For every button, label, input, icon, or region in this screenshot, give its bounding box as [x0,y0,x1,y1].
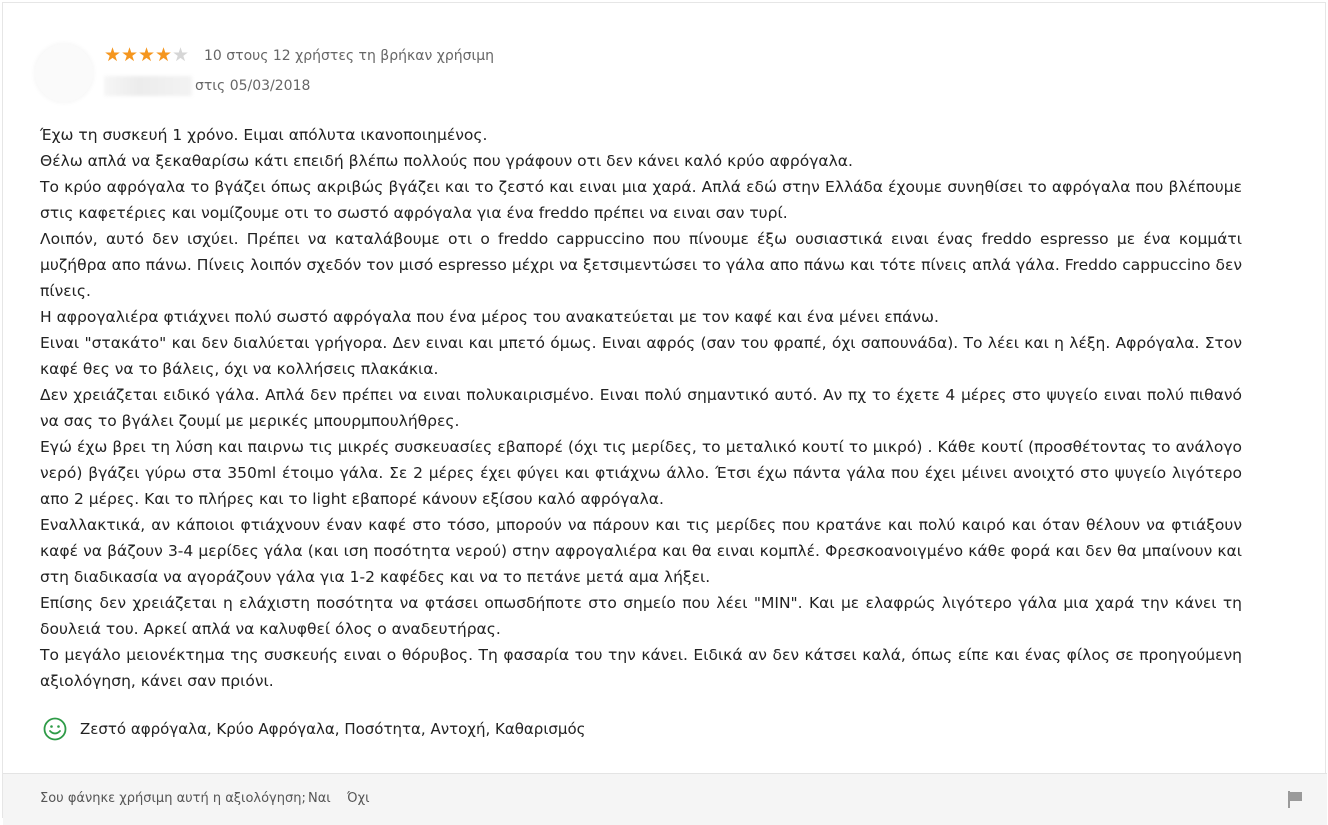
review-date: στις 05/03/2018 [195,78,311,94]
review-paragraph: Έχω τη συσκευή 1 χρόνο. Ειμαι απόλυτα ικανοποιημένος. [40,126,488,144]
review-body [40,122,1242,694]
review-paragraph: Εγώ έχω βρει τη λύση και παιρνω τις μικρές συσκευασίες εβαπορέ (όχι τις μερίδες, το μεταλικό κουτί το μικρό) . Κάθε κουτί (προσθέτοντας το ανάλογο νερό) βγάζει γύρω στα 350ml έτοιμο γάλα. Σε 2 μέρες έχει φύγει και φτιάχνω άλλο. Έτσι έχω πάντα γάλα που έχει μέινει ανοιχτό στο ψυγείο λιγότερο απο 2 μέρες. Και το πλήρες και το light εβαπορέ κάνουν εξίσου καλό αφρόγαλα. [40,438,1242,508]
helpfulness-footer [3,773,1327,825]
helpful-no-button[interactable]: Όχι [347,791,370,806]
helpful-yes-button[interactable]: Ναι [308,791,331,806]
smiley-icon [43,717,67,741]
review-card [2,2,1326,818]
helpful-count: 10 στους 12 χρήστες τη βρήκαν χρήσιμη [204,48,494,64]
review-paragraph: Το μεγάλο μειονέκτημα της συσκευής ειναι ο θόρυβος. Τη φασαρία του την κάνει. Ειδικά αν δεν κάτσει καλά, όπως είπε και ένας φίλος σε προηγούμενη αξιολόγηση, κάνει σαν πριόνι. [40,646,1242,690]
avatar [35,44,93,102]
review-paragraph: Λοιπόν, αυτό δεν ισχύει. Πρέπει να καταλάβουμε οτι ο freddo cappuccino που πίνουμε έξω ουσιαστικά ειναι ένας freddo espresso με ένα κομμάτι μυζήθρα απο πάνω. Πίνεις λοιπόν σχεδόν τον μισό espresso μέχρι να ξετσιμεντώσει το γάλα απο πάνω και τότε πίνεις απλά γάλα. Freddo cappuccino δεν πίνεις. [40,230,1242,300]
review-paragraph: Εναλλακτικά, αν κάποιοι φτιάχνουν έναν καφέ στο τόσο, μπορούν να πάρουν και τις μερίδες που κρατάνε και πολύ καιρό και όταν θέλουν να φτιάξουν καφέ να βάζουν 3-4 μερίδες γάλα (και ιση ποσότητα νερού) στην αφρογαλιέρα και θα ειναι κομπλέ. Φρεσκοανοιγμένο κάθε φορά και δεν θα μπαίνουν και στη διαδικασία να αγοράζουν γάλα για 1-2 καφέδες και να το πετάνε μετά αμα λήξει. [40,516,1242,586]
flag-icon[interactable] [1286,790,1304,808]
rating-stars [104,44,189,66]
pros-list: Ζεστό αφρόγαλα, Κρύο Αφρόγαλα, Ποσότητα, Αντοχή, Καθαρισμός [80,720,586,738]
review-paragraph: Θέλω απλά να ξεκαθαρίσω κάτι επειδή βλέπω πολλούς που γράφουν οτι δεν κάνει καλό κρύο αφρόγαλα. [40,152,853,170]
star-filled-icon: ★ [155,44,173,66]
pros-row [43,717,585,741]
star-filled-icon: ★ [104,44,122,66]
review-paragraph: Ειναι "στακάτο" και δεν διαλύεται γρήγορα. Δεν ειναι και μπετό όμως. Ειναι αφρός (σαν του φραπέ, όχι σαπουνάδα). Το λέει και η λέξη. Αφρόγαλα. Στον καφέ θες να το βάλεις, όχι να κολλήσεις πλακάκια. [40,334,1242,378]
author-name-redacted [104,76,192,96]
review-paragraph: Δεν χρειάζεται ειδικό γάλα. Απλά δεν πρέπει να ειναι πολυκαιρισμένο. Ειναι πολύ σημαντικό αυτό. Αν πχ το έχετε 4 μέρες στο ψυγείο ειναι πολύ πιθανό να σας το βγάλει ζουμί με μερικές μπουρμπουλήθρες. [40,386,1242,430]
review-paragraph: Επίσης δεν χρειάζεται η ελάχιστη ποσότητα να φτάσει οπωσδήποτε στο σημείο που λέει "MIN". Και με ελαφρώς λιγότερο γάλα μια χαρά την κάνει τη δουλειά του. Αρκεί απλά να καλυφθεί όλος ο αναδευτήρας. [40,594,1242,638]
star-filled-icon: ★ [138,44,156,66]
helpful-question: Σου φάνηκε χρήσιμη αυτή η αξιολόγηση; [40,791,306,806]
star-empty-icon: ★ [172,44,190,66]
review-paragraph: Το κρύο αφρόγαλα το βγάζει όπως ακριβώς βγάζει και το ζεστό και ειναι μια χαρά. Απλά εδώ στην Ελλάδα έχουμε συνηθίσει το αφρόγαλα που βλέπουμε στις καφετέριες και νομίζουμε οτι το σωστό αφρόγαλα για ένα freddo πρέπει να ειναι σαν τυρί. [40,178,1242,222]
star-filled-icon: ★ [121,44,139,66]
review-paragraph: Η αφρογαλιέρα φτιάχνει πολύ σωστό αφρόγαλα που ένα μέρος του ανακατεύεται με τον καφέ και ένα μένει επάνω. [40,308,939,326]
